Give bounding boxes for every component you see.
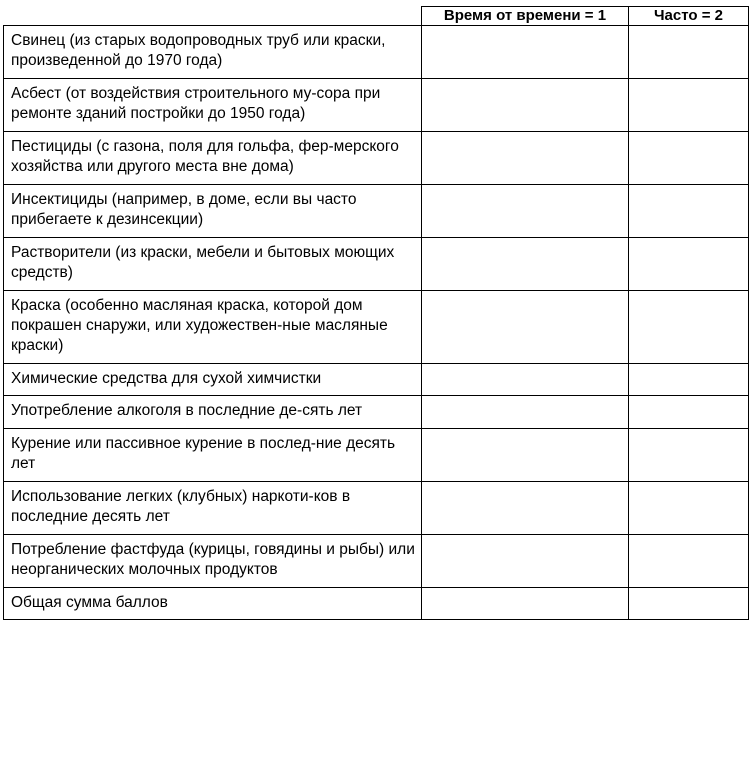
row-often-cell[interactable] bbox=[629, 363, 749, 395]
row-label: Свинец (из старых водопроводных труб или краски, произведенной до 1970 года) bbox=[4, 26, 422, 79]
row-label: Употребление алкоголя в последние де-сять лет bbox=[4, 396, 422, 428]
row-label: Пестициды (с газона, поля для гольфа, фер-мерского хозяйства или другого места вне дома) bbox=[4, 131, 422, 184]
row-sometimes-cell[interactable] bbox=[422, 587, 629, 619]
row-label: Общая сумма баллов bbox=[4, 587, 422, 619]
row-label: Использование легких (клубных) наркоти-ков в последние десять лет bbox=[4, 481, 422, 534]
table-row bbox=[4, 78, 749, 131]
row-often-cell[interactable] bbox=[629, 184, 749, 237]
row-label: Потребление фастфуда (курицы, говядины и рыбы) или неорганических молочных продуктов bbox=[4, 534, 422, 587]
table-body bbox=[4, 26, 749, 620]
row-often-cell[interactable] bbox=[629, 78, 749, 131]
row-sometimes-cell[interactable] bbox=[422, 428, 629, 481]
table-row bbox=[4, 237, 749, 290]
row-sometimes-cell[interactable] bbox=[422, 237, 629, 290]
table-row bbox=[4, 290, 749, 363]
row-label: Асбест (от воздействия строительного му-сора при ремонте зданий постройки до 1950 года) bbox=[4, 78, 422, 131]
exposure-questionnaire-table bbox=[3, 6, 749, 620]
row-sometimes-cell[interactable] bbox=[422, 481, 629, 534]
table-row bbox=[4, 396, 749, 428]
row-sometimes-cell[interactable] bbox=[422, 184, 629, 237]
row-label: Инсектициды (например, в доме, если вы часто прибегаете к дезинсекции) bbox=[4, 184, 422, 237]
questionnaire-sheet bbox=[0, 6, 751, 763]
table-row bbox=[4, 481, 749, 534]
header-sometimes-column: Время от времени = 1 bbox=[422, 7, 629, 26]
row-label: Растворители (из краски, мебели и бытовых моющих средств) bbox=[4, 237, 422, 290]
table-row bbox=[4, 428, 749, 481]
table-header bbox=[4, 7, 749, 26]
row-label: Химические средства для сухой химчистки bbox=[4, 363, 422, 395]
row-often-cell[interactable] bbox=[629, 428, 749, 481]
row-label: Курение или пассивное курение в послед-ние десять лет bbox=[4, 428, 422, 481]
row-often-cell[interactable] bbox=[629, 131, 749, 184]
row-sometimes-cell[interactable] bbox=[422, 396, 629, 428]
row-often-cell[interactable] bbox=[629, 534, 749, 587]
row-sometimes-cell[interactable] bbox=[422, 290, 629, 363]
row-often-cell[interactable] bbox=[629, 587, 749, 619]
table-row bbox=[4, 534, 749, 587]
row-often-cell[interactable] bbox=[629, 290, 749, 363]
row-sometimes-cell[interactable] bbox=[422, 363, 629, 395]
table-row-total bbox=[4, 587, 749, 619]
row-often-cell[interactable] bbox=[629, 237, 749, 290]
row-sometimes-cell[interactable] bbox=[422, 26, 629, 79]
row-label: Краска (особенно масляная краска, которой дом покрашен снаружи, или художествен-ные масляные краски) bbox=[4, 290, 422, 363]
row-sometimes-cell[interactable] bbox=[422, 131, 629, 184]
header-row bbox=[4, 7, 749, 26]
table-row bbox=[4, 131, 749, 184]
table-row bbox=[4, 26, 749, 79]
header-item-column bbox=[4, 7, 422, 26]
row-often-cell[interactable] bbox=[629, 396, 749, 428]
table-row bbox=[4, 363, 749, 395]
header-often-column: Часто = 2 bbox=[629, 7, 749, 26]
row-sometimes-cell[interactable] bbox=[422, 534, 629, 587]
row-sometimes-cell[interactable] bbox=[422, 78, 629, 131]
table-row bbox=[4, 184, 749, 237]
row-often-cell[interactable] bbox=[629, 26, 749, 79]
row-often-cell[interactable] bbox=[629, 481, 749, 534]
